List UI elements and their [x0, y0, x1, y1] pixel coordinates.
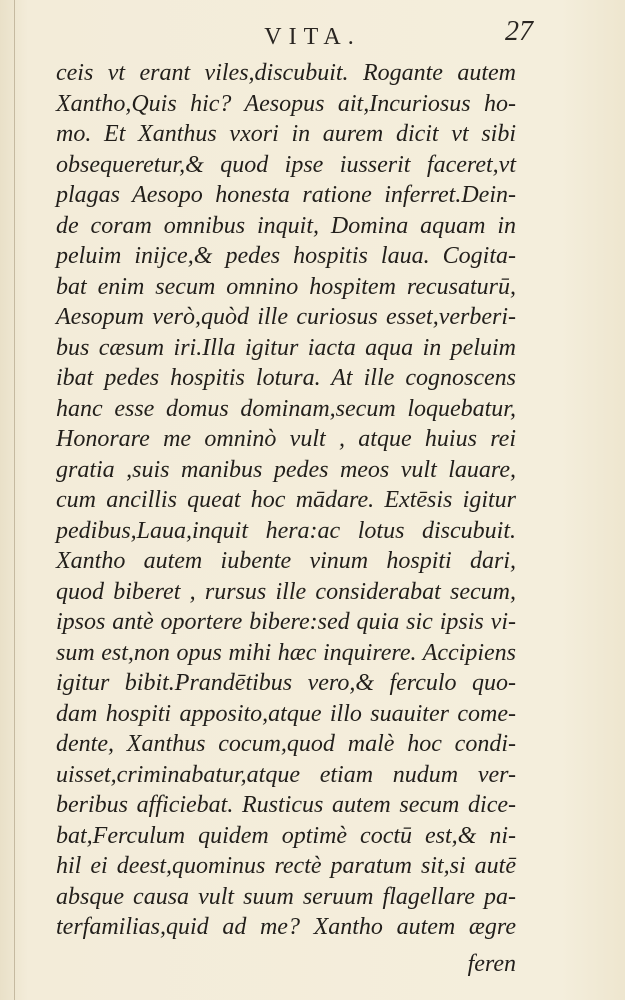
text-line: sum est,non opus mihi hæc inquirere. Accipiens: [56, 639, 516, 666]
text-line: mo. Et Xanthus vxori in aurem dicit vt sibi: [56, 121, 516, 147]
page-number: 27: [505, 16, 533, 47]
text-line: igitur bibit.Prandētibus vero,& ferculo quo-: [56, 670, 516, 696]
text-line: bat enim secum omnino hospitem recusaturū,: [56, 273, 516, 300]
text-line: ceis vt erant viles,discubuit. Rogante autem: [56, 60, 516, 86]
text-line: bus cæsum iri.Illa igitur iacta aqua in peluim: [56, 334, 516, 361]
text-line: Xantho,Quis hic? Aesopus ait,Incuriosus ho-: [56, 90, 516, 117]
running-head: [0, 14, 625, 54]
text-line: dente, Xanthus cocum,quod malè hoc condi-: [56, 731, 516, 757]
text-line: hil ei deest,quominus rectè paratum sit,si autē: [56, 853, 516, 879]
text-line: dam hospiti apposito,atque illo suauiter come-: [56, 700, 516, 727]
running-title: VITA.: [264, 24, 361, 50]
catchword: feren: [467, 950, 516, 977]
text-line: Honorare me omninò vult , atque huius rei: [56, 426, 516, 452]
text-line: obsequeretur,& quod ipse iusserit faceret,vt: [56, 151, 516, 178]
text-line: de coram omnibus inquit, Domina aquam in: [56, 212, 516, 239]
text-line: hanc esse domus dominam,secum loquebatur,: [56, 395, 516, 422]
text-line: plagas Aesopo honesta ratione inferret.Dein-: [56, 182, 516, 208]
text-line: pedibus,Laua,inquit hera:ac lotus discubuit.: [56, 517, 516, 544]
text-line: uisset,criminabatur,atque etiam nudum ver-: [56, 761, 516, 788]
text-line: terfamilias,quid ad me? Xantho autem ægre: [56, 914, 516, 940]
text-line: absque causa vult suum seruum flagellare pa-: [56, 883, 516, 910]
text-line: cum ancillis queat hoc mādare. Extēsis igitur: [56, 487, 516, 513]
text-line: bat,Ferculum quidem optimè coctū est,& ni-: [56, 822, 516, 849]
text-line: beribus afficiebat. Rusticus autem secum dice-: [56, 792, 516, 818]
text-line: ibat pedes hospitis lotura. At ille cognoscens: [56, 365, 516, 391]
text-line: gratia ,suis manibus pedes meos vult lauare,: [56, 456, 516, 483]
text-line: Xantho autem iubente vinum hospiti dari,: [56, 548, 516, 574]
gutter-edge: [14, 0, 15, 1000]
text-line: quod biberet , rursus ille considerabat secum,: [56, 578, 516, 605]
text-line: ipsos antè oportere bibere:sed quia sic ipsis vi-: [56, 609, 516, 635]
text-line: Aesopum verò,quòd ille curiosus esset,verberi-: [56, 304, 516, 330]
text-block: [56, 58, 516, 979]
text-line: peluim inijce,& pedes hospitis laua. Cogita-: [56, 243, 516, 269]
